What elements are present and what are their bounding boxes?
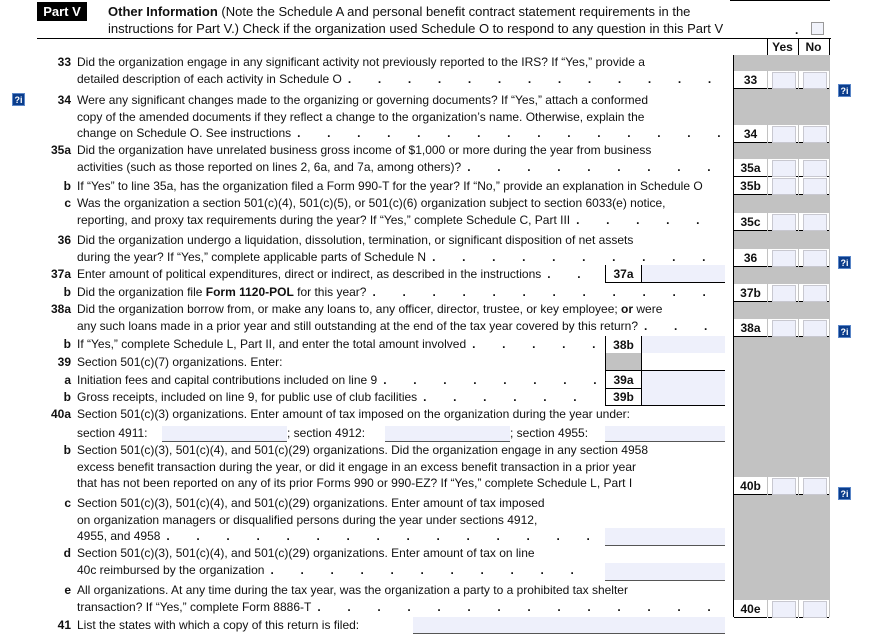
part-title: Other Information <box>108 4 218 19</box>
question-number: b <box>63 443 71 457</box>
no-checkbox[interactable] <box>803 160 827 177</box>
no-checkbox[interactable] <box>803 178 827 195</box>
yes-checkbox[interactable] <box>772 72 796 89</box>
question-text: Section 501(c)(3) organizations. Enter amount of tax imposed on the organization during the year under: <box>77 407 630 421</box>
question-text-line <box>77 249 725 266</box>
question-number: b <box>63 337 71 351</box>
question-number: 36 <box>57 233 71 247</box>
question-number: 41 <box>57 618 71 632</box>
amount-input-39a[interactable] <box>642 371 725 388</box>
answer-cell-no <box>799 159 829 177</box>
amount-input-40c[interactable] <box>605 528 725 546</box>
question-text: Did the organization undergo a liquidation, dissolution, termination, or significant disposition of net assets <box>77 233 634 247</box>
question-text: during the year? If “Yes,” complete applicable parts of Schedule N <box>77 249 427 264</box>
answer-cell-yes <box>768 249 798 267</box>
question-text-line <box>77 178 725 195</box>
inline-amount-39a <box>605 371 725 389</box>
question-text: 4955, and 4958 <box>77 529 161 543</box>
dot-leader <box>366 284 725 301</box>
question-text: that has not been reported on any of its prior Forms 990 or 990-EZ? If “Yes,” complete Schedule L, Part I <box>77 476 633 490</box>
answer-line-number: 37b <box>734 284 767 302</box>
question-text: Were any significant changes made to the organizing or governing documents? If “Yes,” attach a conformed <box>77 93 648 107</box>
help-icon[interactable]: ?i <box>838 256 851 269</box>
answer-cell-no <box>799 319 829 337</box>
question-text-line <box>77 212 725 229</box>
question-text: any such loans made in a prior year and still outstanding at the end of the tax year covered by this return? <box>77 318 638 333</box>
question-text: transaction? If “Yes,” complete Form 8886-T <box>77 599 312 614</box>
question-text-line <box>77 54 725 71</box>
help-icon[interactable]: ?i <box>12 93 25 106</box>
answer-cell-yes <box>768 600 798 618</box>
inline-line-label: 39a <box>606 371 642 388</box>
no-checkbox[interactable] <box>803 320 827 337</box>
dot-leader <box>541 266 600 283</box>
section-label: ; section 4912: <box>287 426 366 440</box>
dot-leader <box>342 71 725 88</box>
question-text: change on Schedule O. See instructions <box>77 126 292 140</box>
question-number: 33 <box>57 55 71 69</box>
question-number: c <box>64 496 71 510</box>
question-text: Enter amount of political expenditures, direct or indirect, as described in the instructions <box>77 267 542 281</box>
inline-amount-37a <box>605 265 725 283</box>
question-text-line <box>77 372 600 389</box>
dot-leader <box>461 159 725 176</box>
amount-input-39b[interactable] <box>642 388 725 405</box>
dot-leader <box>417 389 600 406</box>
question-number: 39 <box>57 355 71 369</box>
yes-checkbox[interactable] <box>772 285 796 302</box>
tax-input-4955[interactable] <box>605 426 725 442</box>
question-text: Was the organization a section 501(c)(4), 501(c)(5), or 501(c)(6) organization subject to section 6033(e) notice, <box>77 196 666 210</box>
answer-cell-yes <box>768 477 798 495</box>
question-number: 37a <box>50 267 71 281</box>
question-text: Did the organization engage in any significant activity not previously reported to the IRS? If “Yes,” provide a <box>77 55 645 69</box>
answer-cell-yes <box>768 71 798 89</box>
question-text: Did the organization file Form 1120-POL for this year? <box>77 285 367 299</box>
dot-leader <box>638 318 725 335</box>
yes-checkbox[interactable] <box>772 320 796 337</box>
question-text-line <box>77 125 725 142</box>
header-line-1 <box>108 3 690 20</box>
question-text-line <box>77 599 725 616</box>
answer-cell-no <box>799 477 829 495</box>
no-checkbox[interactable] <box>803 285 827 302</box>
question-text: excess benefit transaction during the year, or did it engage in an excess benefit transaction in a prior year <box>77 459 636 474</box>
no-column-header: No <box>805 40 822 54</box>
question-text-line <box>77 71 725 88</box>
question-text-line <box>77 142 725 159</box>
question-number: 35a <box>50 143 71 157</box>
answer-line-number: 40e <box>734 600 767 618</box>
question-text: List the states with which a copy of this return is filed: <box>77 618 360 632</box>
dot-leader <box>291 125 725 142</box>
help-icon[interactable]: ?i <box>838 325 851 338</box>
question-text: Gross receipts, included on line 9, for public use of club facilities <box>77 390 418 404</box>
inline-line-label: 38b <box>606 336 642 353</box>
question-text-line <box>77 232 725 249</box>
question-text-line <box>77 389 600 406</box>
dot-leader <box>466 336 600 353</box>
dot-leader <box>426 249 725 266</box>
answer-cell-yes <box>768 177 798 195</box>
no-checkbox[interactable] <box>803 601 827 618</box>
question-text-line <box>77 284 725 301</box>
leader-dot: . <box>795 23 799 37</box>
help-icon[interactable]: ?i <box>838 84 851 97</box>
amount-input-40d[interactable] <box>605 563 725 581</box>
question-text-line <box>77 109 725 126</box>
no-checkbox[interactable] <box>803 126 827 143</box>
answer-line-number: 35c <box>734 213 767 231</box>
help-icon[interactable]: ?i <box>838 487 851 500</box>
tax-input-4912[interactable] <box>385 426 510 442</box>
section-label: section 4911: <box>77 426 148 440</box>
no-checkbox[interactable] <box>803 214 827 231</box>
question-text: Section 501(c)(3), 501(c)(4), and 501(c)(29) organizations. Enter amount of tax on line <box>77 546 535 560</box>
question-text-line <box>77 459 725 476</box>
dot-leader <box>570 212 725 229</box>
answer-cell-yes <box>768 319 798 337</box>
amount-input-38b[interactable] <box>642 336 725 353</box>
answer-cell-no <box>799 177 829 195</box>
answer-cell-yes <box>768 159 798 177</box>
inline-amount-39b <box>605 388 725 406</box>
answer-line-number: 34 <box>734 125 767 143</box>
yes-checkbox[interactable] <box>772 250 796 267</box>
header-note-2: instructions for Part V.) Check if the organization used Schedule O to respond to any question in this Part V <box>108 21 724 36</box>
no-checkbox[interactable] <box>803 478 827 495</box>
gray-cell <box>606 353 642 370</box>
question-text-line <box>77 562 600 579</box>
question-text-line <box>77 475 725 492</box>
question-text-line <box>77 336 600 353</box>
question-text-line <box>77 266 600 283</box>
answer-line-number: 36 <box>734 249 767 267</box>
answer-cell-yes <box>768 125 798 143</box>
yes-checkbox[interactable] <box>772 601 796 618</box>
question-text: If “Yes,” complete Schedule L, Part II, and enter the total amount involved <box>77 337 467 351</box>
question-text: detailed description of each activity in Schedule O <box>77 71 342 86</box>
question-text: on organization managers or disqualified persons during the year under sections 4912, <box>77 512 538 527</box>
dot-leader <box>160 528 600 545</box>
question-number: d <box>63 546 71 560</box>
part-label: Part V <box>37 2 87 21</box>
question-text-line <box>77 318 725 335</box>
question-text: Initiation fees and capital contributions included on line 9 <box>77 373 378 387</box>
question-number: b <box>63 390 71 404</box>
question-text-line <box>77 617 407 634</box>
yes-checkbox[interactable] <box>772 178 796 195</box>
question-text-line <box>77 512 600 529</box>
yes-checkbox[interactable] <box>772 214 796 231</box>
question-text: Section 501(c)(7) organizations. Enter: <box>77 355 283 369</box>
no-checkbox[interactable] <box>803 72 827 89</box>
question-number: a <box>64 373 71 387</box>
question-text-line <box>77 545 600 562</box>
question-text: Section 501(c)(3), 501(c)(4), and 501(c)(29) organizations. Enter amount of tax imposed <box>77 496 545 510</box>
answer-line-number: 40b <box>734 477 767 495</box>
question-number: b <box>63 179 71 193</box>
no-checkbox[interactable] <box>803 250 827 267</box>
question-text-line <box>77 301 725 318</box>
question-text-line <box>77 195 725 212</box>
yes-column-header: Yes <box>772 40 793 54</box>
answer-line-number: 35a <box>734 159 767 177</box>
question-text: All organizations. At any time during the tax year, was the organization a party to a prohibited tax shelter <box>77 583 628 597</box>
answer-line-number: 35b <box>734 177 767 195</box>
question-text-line <box>77 495 600 512</box>
header-rule <box>37 38 831 39</box>
answer-cell-no <box>799 71 829 89</box>
question-text: Section 501(c)(3), 501(c)(4), and 501(c)(29) organizations. Did the organization engage in any section 4958 <box>77 443 648 457</box>
dot-leader <box>264 562 600 579</box>
inline-amount-38b <box>605 336 725 354</box>
yes-checkbox[interactable] <box>772 478 796 495</box>
question-number: 38a <box>50 302 71 316</box>
question-number: c <box>64 196 71 210</box>
yes-checkbox[interactable] <box>772 160 796 177</box>
question-text-line <box>77 442 725 459</box>
question-text-line <box>77 582 725 599</box>
question-number: 40a <box>50 407 71 421</box>
answer-line-number: 38a <box>734 319 767 337</box>
answer-cell-no <box>799 284 829 302</box>
section-label: ; section 4955: <box>510 426 589 440</box>
question-text-line <box>77 406 725 423</box>
header-note-1: (Note the Schedule A and personal benefit contract statement requirements in the <box>221 4 691 19</box>
inline-line-label: 37a <box>606 265 642 282</box>
tax-input-4911[interactable] <box>162 426 287 442</box>
dot-leader <box>377 372 600 389</box>
answer-cell-no <box>799 249 829 267</box>
answer-cell-no <box>799 125 829 143</box>
yes-checkbox[interactable] <box>772 126 796 143</box>
answer-cell-no <box>799 600 829 618</box>
question-number: b <box>63 285 71 299</box>
question-text: activities (such as those reported on lines 2, 6a, and 7a, among others)? <box>77 159 462 174</box>
dot-leader <box>311 599 725 616</box>
column-divider <box>829 39 830 55</box>
question-text-line <box>77 92 725 109</box>
question-text-line <box>77 159 725 176</box>
question-text-line <box>77 528 600 545</box>
answer-cell-yes <box>768 284 798 302</box>
answer-cell-no <box>799 213 829 231</box>
states-input[interactable] <box>413 617 725 634</box>
amount-input-37a[interactable] <box>642 265 725 282</box>
inline-line-label: 39b <box>606 388 642 405</box>
inline-gray-cell <box>605 353 725 371</box>
question-text: Did the organization borrow from, or make any loans to, any officer, director, trustee, or key employee; or were <box>77 302 663 316</box>
question-number: 34 <box>57 93 71 107</box>
question-text: copy of the amended documents if they reflect a change to the organization’s name. Otherwise, explain the <box>77 109 645 124</box>
answer-cell-yes <box>768 213 798 231</box>
question-text: 40c reimbursed by the organization <box>77 562 265 577</box>
question-number: e <box>64 583 71 597</box>
top-rule <box>730 0 830 1</box>
question-text: reporting, and proxy tax requirements during the year? If “Yes,” complete Schedule C, Part III <box>77 212 571 227</box>
schedule-o-checkbox[interactable] <box>811 22 824 35</box>
answer-line-number: 33 <box>734 71 767 89</box>
question-text: Did the organization have unrelated business gross income of $1,000 or more during the year from business <box>77 143 652 157</box>
question-text: If “Yes” to line 35a, has the organization filed a Form 990-T for the year? If “No,” provide an explanation in Schedule O <box>77 179 703 193</box>
